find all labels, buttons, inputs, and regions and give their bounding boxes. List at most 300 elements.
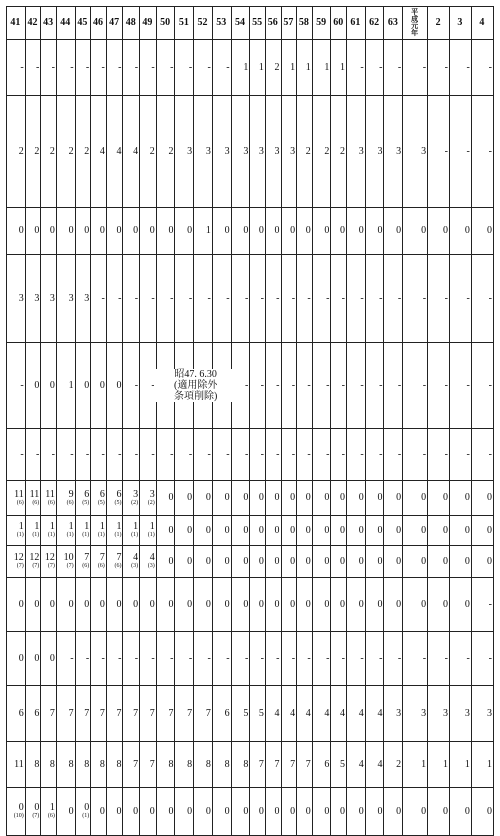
cell-value: 0 bbox=[340, 524, 346, 536]
cell-value: 0 bbox=[358, 555, 364, 567]
table-cell bbox=[25, 255, 41, 343]
table-cell bbox=[250, 578, 266, 632]
cell-value: 1 bbox=[133, 521, 139, 532]
cell-value: 0 bbox=[243, 805, 249, 817]
table-cell bbox=[156, 686, 175, 742]
table-cell bbox=[449, 429, 471, 481]
table-cell bbox=[194, 40, 213, 96]
table-cell bbox=[403, 546, 428, 578]
table-cell bbox=[471, 742, 493, 788]
cell-subvalue: (1) bbox=[97, 532, 105, 538]
cell-value: - bbox=[444, 448, 448, 460]
year-header: 49 bbox=[140, 7, 157, 40]
cell-value: - bbox=[207, 61, 211, 73]
table-row bbox=[7, 96, 494, 208]
table-cell bbox=[175, 686, 194, 742]
table-row bbox=[7, 686, 494, 742]
table-cell bbox=[7, 255, 26, 343]
cell-value: - bbox=[101, 448, 105, 460]
cell-subvalue: (6) bbox=[114, 563, 122, 569]
cell-value: 0 bbox=[340, 598, 346, 610]
cell-subvalue: (1) bbox=[47, 532, 55, 538]
table-cell bbox=[297, 742, 313, 788]
table-cell bbox=[347, 40, 366, 96]
table-cell bbox=[106, 481, 123, 516]
table-cell bbox=[91, 208, 107, 255]
table-cell bbox=[123, 429, 140, 481]
cell-value: 7 bbox=[133, 707, 139, 719]
table-cell bbox=[41, 429, 57, 481]
table-cell bbox=[471, 343, 493, 429]
table-cell bbox=[91, 343, 107, 429]
table-cell bbox=[297, 578, 313, 632]
cell-value: - bbox=[170, 652, 174, 664]
amendment-note bbox=[154, 369, 237, 402]
cell-value: - bbox=[291, 448, 296, 460]
cell-value: - bbox=[341, 292, 346, 304]
cell-value: 0 bbox=[377, 225, 383, 236]
table-cell bbox=[156, 516, 175, 546]
table-row bbox=[7, 481, 494, 516]
table-cell bbox=[75, 516, 91, 546]
table-cell bbox=[75, 96, 91, 208]
cell-value: - bbox=[307, 652, 311, 664]
cell-value: 3 bbox=[187, 145, 193, 157]
year-header: 55 bbox=[250, 7, 266, 40]
cell-subvalue: (7) bbox=[32, 563, 40, 569]
table-cell bbox=[194, 742, 213, 788]
cell-value: 2 bbox=[340, 145, 346, 157]
table-cell bbox=[281, 546, 297, 578]
year-header: 61 bbox=[347, 7, 366, 40]
cell-value: 0 bbox=[421, 225, 427, 236]
cell-value: 0 bbox=[34, 652, 40, 664]
table-cell bbox=[7, 546, 26, 578]
cell-value: - bbox=[291, 379, 296, 391]
cell-value: - bbox=[188, 448, 193, 460]
cell-value: 0 bbox=[274, 225, 280, 236]
table-cell bbox=[194, 255, 213, 343]
cell-value: 0 bbox=[243, 492, 249, 503]
cell-value: 2 bbox=[305, 145, 311, 157]
cell-value: 1 bbox=[99, 521, 105, 532]
table-cell bbox=[347, 546, 366, 578]
table-cell bbox=[331, 481, 347, 516]
table-cell bbox=[231, 208, 250, 255]
cell-value: - bbox=[85, 652, 90, 664]
cell-value: 0 bbox=[464, 524, 470, 536]
cell-value: - bbox=[244, 379, 249, 391]
cell-value: 0 bbox=[258, 225, 264, 236]
table-cell bbox=[384, 516, 403, 546]
table-cell bbox=[312, 686, 331, 742]
table-cell bbox=[365, 516, 384, 546]
table-cell bbox=[91, 578, 107, 632]
table-cell bbox=[56, 208, 75, 255]
table-cell bbox=[212, 742, 231, 788]
table-cell bbox=[123, 742, 140, 788]
cell-value: - bbox=[134, 61, 139, 73]
cell-subvalue: (5) bbox=[82, 499, 90, 506]
cell-value: - bbox=[422, 652, 427, 664]
cell-value: 0 bbox=[34, 379, 40, 391]
table-cell bbox=[140, 96, 157, 208]
cell-value: 0 bbox=[205, 598, 211, 610]
table-cell bbox=[312, 40, 331, 96]
table-cell bbox=[281, 516, 297, 546]
table-cell bbox=[7, 208, 26, 255]
cell-value: - bbox=[151, 652, 155, 664]
table-cell bbox=[75, 546, 91, 578]
table-cell bbox=[250, 96, 266, 208]
table-cell bbox=[212, 96, 231, 208]
table-cell bbox=[25, 208, 41, 255]
cell-value: - bbox=[118, 61, 122, 73]
table-cell bbox=[297, 632, 313, 686]
cell-value: 0 bbox=[243, 524, 249, 536]
cell-value: - bbox=[326, 292, 330, 304]
cell-value: 0 bbox=[258, 524, 264, 536]
cell-value: - bbox=[20, 448, 24, 460]
year-header: 53 bbox=[212, 7, 231, 40]
table-cell bbox=[403, 742, 428, 788]
cell-value: - bbox=[276, 379, 280, 391]
cell-value: - bbox=[151, 61, 155, 73]
cell-value: 0 bbox=[487, 492, 492, 503]
table-cell bbox=[123, 546, 140, 578]
table-cell bbox=[428, 546, 450, 578]
cell-value: 0 bbox=[84, 225, 90, 236]
amendment-note-line: 昭47. 6.30 bbox=[174, 369, 217, 380]
cell-value: 2 bbox=[324, 145, 330, 157]
table-cell bbox=[7, 40, 26, 96]
table-cell bbox=[265, 255, 281, 343]
cell-value: 1 bbox=[49, 521, 55, 532]
table-cell bbox=[449, 343, 471, 429]
cell-value: 0 bbox=[487, 524, 492, 536]
table-cell bbox=[25, 742, 41, 788]
table-cell bbox=[25, 516, 41, 546]
cell-value: - bbox=[20, 379, 24, 391]
table-cell bbox=[123, 343, 140, 429]
cell-value: 1 bbox=[149, 521, 155, 532]
table-cell bbox=[384, 546, 403, 578]
cell-value: 2 bbox=[84, 145, 90, 157]
table-cell bbox=[281, 208, 297, 255]
cell-value: 0 bbox=[149, 598, 155, 610]
table-row bbox=[7, 788, 494, 836]
table-cell bbox=[331, 96, 347, 208]
cell-value: - bbox=[35, 448, 40, 460]
table-cell bbox=[41, 255, 57, 343]
table-cell bbox=[231, 578, 250, 632]
cell-value: 6 bbox=[116, 488, 122, 500]
cell-value: 8 bbox=[49, 758, 55, 770]
table-cell bbox=[41, 481, 57, 516]
cell-value: 7 bbox=[99, 707, 105, 719]
cell-value: - bbox=[134, 379, 139, 391]
cell-value: 0 bbox=[421, 524, 427, 536]
table-cell bbox=[428, 516, 450, 546]
cell-value: - bbox=[397, 652, 402, 664]
cell-subvalue: (7) bbox=[66, 563, 74, 569]
table-cell bbox=[140, 546, 157, 578]
cell-value: 0 bbox=[116, 805, 122, 817]
cell-value: 1 bbox=[116, 521, 122, 532]
table-cell bbox=[231, 546, 250, 578]
cell-value: 8 bbox=[243, 758, 249, 770]
table-cell bbox=[250, 516, 266, 546]
cell-value: 0 bbox=[34, 598, 40, 610]
cell-value: - bbox=[488, 292, 492, 304]
year-header: 54 bbox=[231, 7, 250, 40]
table-cell bbox=[75, 208, 91, 255]
cell-value: 6 bbox=[324, 758, 330, 770]
table-cell bbox=[265, 429, 281, 481]
cell-value: - bbox=[360, 448, 364, 460]
cell-value: - bbox=[379, 448, 383, 460]
cell-value: 0 bbox=[149, 225, 155, 236]
table-cell bbox=[403, 788, 428, 836]
table-cell bbox=[7, 429, 26, 481]
table-cell bbox=[347, 632, 366, 686]
cell-value: 7 bbox=[68, 707, 74, 719]
cell-value: 8 bbox=[187, 758, 193, 770]
cell-value: - bbox=[307, 448, 311, 460]
cell-value: 0 bbox=[243, 598, 249, 610]
table-cell bbox=[265, 343, 281, 429]
table-cell bbox=[384, 96, 403, 208]
table-cell bbox=[281, 96, 297, 208]
table-cell bbox=[140, 632, 157, 686]
table-cell bbox=[156, 481, 175, 516]
cell-value: - bbox=[360, 652, 364, 664]
amendment-note-line: 条項削除) bbox=[174, 391, 218, 402]
cell-value: - bbox=[397, 448, 402, 460]
year-header: 59 bbox=[312, 7, 331, 40]
year-header: 62 bbox=[365, 7, 384, 40]
table-cell bbox=[347, 686, 366, 742]
table-cell bbox=[365, 632, 384, 686]
table-cell bbox=[75, 255, 91, 343]
table-cell bbox=[75, 481, 91, 516]
cell-value: - bbox=[244, 448, 249, 460]
cell-value: - bbox=[488, 145, 492, 157]
table-cell bbox=[297, 546, 313, 578]
cell-value: - bbox=[422, 379, 427, 391]
table-cell bbox=[25, 429, 41, 481]
cell-value: 0 bbox=[358, 805, 364, 817]
cell-value: - bbox=[226, 448, 230, 460]
cell-subvalue: (3) bbox=[131, 563, 139, 569]
cell-value: 4 bbox=[274, 707, 280, 719]
cell-value: 2 bbox=[149, 145, 155, 157]
table-cell bbox=[56, 343, 75, 429]
cell-value: 3 bbox=[442, 707, 448, 719]
table-cell bbox=[75, 742, 91, 788]
table-cell bbox=[403, 96, 428, 208]
table-cell bbox=[175, 578, 194, 632]
table-cell bbox=[347, 208, 366, 255]
cell-value: 6 bbox=[84, 488, 90, 500]
cell-value: 0 bbox=[487, 555, 492, 567]
cell-value: 4 bbox=[358, 707, 364, 719]
cell-value: 3 bbox=[464, 707, 470, 719]
cell-value: - bbox=[70, 652, 74, 664]
table-cell bbox=[265, 40, 281, 96]
table-cell bbox=[25, 40, 41, 96]
table-cell bbox=[250, 742, 266, 788]
cell-value: 0 bbox=[224, 524, 230, 536]
table-cell bbox=[331, 788, 347, 836]
cell-value: - bbox=[341, 652, 346, 664]
table-cell bbox=[175, 255, 194, 343]
table-cell bbox=[106, 429, 123, 481]
table-cell bbox=[123, 686, 140, 742]
cell-value: 5 bbox=[258, 707, 264, 719]
table-cell bbox=[365, 788, 384, 836]
cell-value: - bbox=[379, 379, 383, 391]
cell-value: 0 bbox=[274, 598, 280, 610]
table-cell bbox=[265, 546, 281, 578]
cell-value: 3 bbox=[18, 292, 24, 304]
table-cell bbox=[56, 255, 75, 343]
table-cell bbox=[7, 343, 26, 429]
cell-subvalue: (3) bbox=[147, 563, 155, 569]
table-cell bbox=[123, 255, 140, 343]
cell-value: - bbox=[422, 61, 427, 73]
cell-value: - bbox=[207, 652, 211, 664]
table-cell bbox=[91, 632, 107, 686]
table-cell bbox=[56, 516, 75, 546]
cell-value: 3 bbox=[421, 707, 427, 719]
table-cell bbox=[265, 96, 281, 208]
table-cell bbox=[140, 788, 157, 836]
cell-subvalue: (6) bbox=[66, 499, 74, 506]
table-cell bbox=[123, 40, 140, 96]
cell-value: 0 bbox=[377, 805, 383, 817]
table-cell bbox=[212, 516, 231, 546]
cell-value: 0 bbox=[205, 524, 211, 536]
table-cell bbox=[231, 429, 250, 481]
table-cell bbox=[175, 788, 194, 836]
cell-value: 0 bbox=[442, 805, 448, 817]
table-cell bbox=[106, 40, 123, 96]
table-cell bbox=[403, 632, 428, 686]
cell-value: 0 bbox=[396, 805, 402, 817]
table-cell bbox=[25, 788, 41, 836]
year-header: 46 bbox=[91, 7, 107, 40]
cell-value: 4 bbox=[133, 552, 139, 563]
table-cell bbox=[331, 516, 347, 546]
cell-value: 0 bbox=[168, 598, 174, 610]
table-cell bbox=[56, 96, 75, 208]
table-cell bbox=[56, 632, 75, 686]
table-cell bbox=[281, 429, 297, 481]
cell-value: 0 bbox=[305, 805, 311, 817]
cell-value: 4 bbox=[99, 145, 105, 157]
cell-value: 0 bbox=[274, 555, 280, 567]
year-header: 63 bbox=[384, 7, 403, 40]
cell-value: 5 bbox=[243, 707, 249, 719]
cell-value: - bbox=[466, 292, 470, 304]
cell-value: 8 bbox=[99, 758, 105, 770]
cell-value: - bbox=[422, 292, 427, 304]
cell-value: 0 bbox=[464, 805, 470, 817]
year-header: 平 成 元 年 bbox=[403, 7, 428, 40]
table-cell bbox=[281, 788, 297, 836]
table-cell bbox=[471, 255, 493, 343]
cell-value: 0 bbox=[324, 492, 330, 503]
table-cell bbox=[106, 788, 123, 836]
table-cell bbox=[250, 546, 266, 578]
table-cell bbox=[471, 546, 493, 578]
cell-subvalue: (1) bbox=[131, 532, 139, 538]
cell-value: 2 bbox=[274, 61, 280, 73]
cell-value: 1 bbox=[49, 802, 55, 813]
table-cell bbox=[25, 546, 41, 578]
cell-subvalue: (7) bbox=[16, 563, 24, 569]
cell-value: 3 bbox=[243, 145, 249, 157]
cell-subvalue: (6) bbox=[32, 499, 40, 506]
table-cell bbox=[194, 686, 213, 742]
table-cell bbox=[56, 686, 75, 742]
cell-value: 1 bbox=[243, 61, 249, 73]
cell-value: - bbox=[226, 292, 230, 304]
cell-value: - bbox=[276, 448, 280, 460]
cell-value: 0 bbox=[187, 492, 193, 503]
table-cell bbox=[403, 686, 428, 742]
cell-value: - bbox=[422, 448, 427, 460]
cell-value: - bbox=[444, 292, 448, 304]
table-cell bbox=[231, 516, 250, 546]
cell-value: 1 bbox=[464, 758, 470, 770]
cell-value: 2 bbox=[49, 145, 55, 157]
table-cell bbox=[347, 343, 366, 429]
cell-value: 2 bbox=[34, 145, 40, 157]
cell-value: - bbox=[444, 61, 448, 73]
table-cell bbox=[297, 481, 313, 516]
cell-value: 0 bbox=[442, 598, 448, 610]
cell-value: 0 bbox=[290, 492, 296, 503]
cell-value: - bbox=[170, 292, 174, 304]
cell-value: 0 bbox=[324, 555, 330, 567]
cell-value: 0 bbox=[464, 598, 470, 610]
cell-value: - bbox=[188, 652, 193, 664]
cell-value: 0 bbox=[99, 379, 105, 391]
table-cell bbox=[403, 255, 428, 343]
cell-value: - bbox=[260, 652, 264, 664]
table-cell bbox=[428, 686, 450, 742]
table-cell bbox=[281, 40, 297, 96]
cell-value: 0 bbox=[290, 524, 296, 536]
table-cell bbox=[403, 40, 428, 96]
table-cell bbox=[250, 208, 266, 255]
cell-value: 1 bbox=[68, 379, 74, 391]
table-cell bbox=[297, 686, 313, 742]
cell-value: - bbox=[260, 379, 264, 391]
cell-value: 1 bbox=[258, 61, 264, 73]
cell-value: 8 bbox=[68, 758, 74, 770]
cell-value: 0 bbox=[18, 802, 24, 813]
table-cell bbox=[106, 632, 123, 686]
cell-value: - bbox=[444, 379, 448, 391]
cell-value: - bbox=[360, 61, 364, 73]
table-cell bbox=[449, 546, 471, 578]
cell-value: 0 bbox=[224, 805, 230, 817]
cell-subvalue: (6) bbox=[16, 499, 24, 506]
cell-value: 2 bbox=[168, 145, 174, 157]
